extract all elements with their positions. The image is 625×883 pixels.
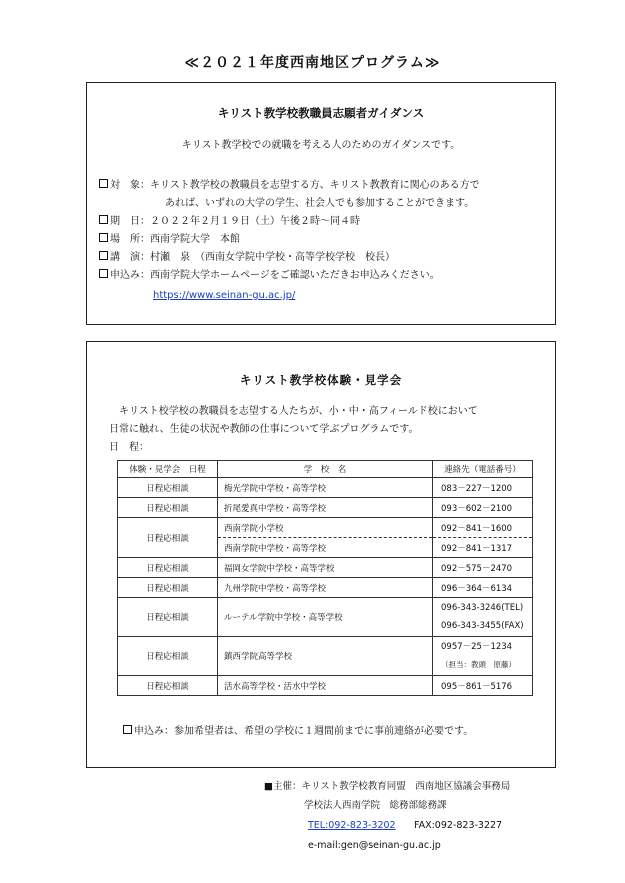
schedule-table [117,460,533,696]
table-row [118,578,533,598]
row-school: 西南学院中学校・高等学校 [218,538,433,558]
row-date: 日程応相談 [118,478,218,498]
schedule-label: 日 程： [109,442,149,453]
row-contact: 092－841－1317 [433,538,533,558]
row-contact [433,637,533,676]
item-label: 期 日： [110,216,150,227]
item-label: 場 所： [110,234,150,245]
row-date: 日程応相談 [118,598,218,637]
row-school: 九州学院中学校・高等学校 [218,578,433,598]
guidance-item-target [99,179,480,193]
contact-person: （担当：教頭 原藤） [441,660,516,669]
row-contact: 092－841－1600 [433,518,533,538]
tel-link[interactable]: TEL:092-823-3202 [308,820,396,831]
row-contact: 083－227－1200 [433,478,533,498]
item-text: ２０２２年２月１９日（土）午後２時～同４時 [150,216,360,227]
row-contact [433,598,533,637]
table-row [118,598,533,637]
header-school: 学 校 名 [218,461,433,478]
contact-tel: 0957－25－1234 [441,642,513,652]
row-date: 日程応相談 [118,518,218,558]
row-school: 折尾愛真中学校・高等学校 [218,498,433,518]
contact-fax: 096-343-3455(FAX) [441,621,524,631]
visit-heading: キリスト教学校体験・見学会 [239,373,403,387]
item-text: 西南学院大学ホームページをご確認いただきお申込みください。 [150,270,440,281]
row-date: 日程応相談 [118,637,218,676]
item-label: 申込み： [110,270,150,281]
item-label: 対 象： [110,180,150,191]
checkbox-icon [99,251,108,260]
guidance-item-place [99,233,240,247]
row-school: ルーテル学院中学校・高等学校 [218,598,433,637]
row-school: 福岡女学院中学校・高等学校 [218,558,433,578]
contact-tel: 096-343-3246(TEL) [441,603,524,613]
university-url-link[interactable]: https://www.seinan-gu.ac.jp/ [153,290,296,301]
row-contact: 095－861－5176 [433,676,533,696]
apply-text: 申込み：参加希望者は、希望の学校に１週間前までに事前連絡が必要です。 [134,726,474,737]
table-row [118,637,533,676]
table-header-row [118,461,533,478]
checkbox-icon [99,269,108,278]
item-text: 村瀬 泉 （西南女学院中学校・高等学校学校 校長） [150,252,395,263]
visit-apply-note [123,725,473,739]
visit-description-line2: 日常に触れ、生徒の状況や教師の仕事について学ぶプログラムです。 [109,424,419,435]
item-text: キリスト教学校の教職員を志望する方、キリスト教教育に関心のある方で [150,180,480,191]
visit-section [86,341,556,768]
fax-number: FAX:092-823-3227 [414,820,503,831]
guidance-item-apply [99,269,440,283]
row-date: 日程応相談 [118,498,218,518]
table-row [118,676,533,696]
visit-description-line1: キリスト校学校の教職員を志望する人たちが、小・中・高フィールド校において [119,406,478,417]
checkbox-icon [123,725,132,734]
guidance-section [86,82,556,325]
organizer: ■主催：キリスト教学校教育同盟 西南地区協議会事務局 [264,781,511,792]
row-school: 西南学院小学校 [218,518,433,538]
row-school: 活水高等学校・活水中学校 [218,676,433,696]
table-row [118,558,533,578]
row-date: 日程応相談 [118,558,218,578]
item-text: 西南学院大学 本館 [150,234,240,245]
guidance-lead: キリスト教学校での就職を考える人のためのガイダンスです。 [181,140,461,151]
guidance-item-date [99,215,360,229]
row-date: 日程応相談 [118,676,218,696]
header-contact: 連絡先（電話番号） [433,461,533,478]
table-row [118,478,533,498]
guidance-heading: キリスト教学校教職員志願者ガイダンス [217,106,425,120]
row-contact: 096－364－6134 [433,578,533,598]
checkbox-icon [99,215,108,224]
email-address[interactable]: e-mail:gen@seinan-gu.ac.jp [308,840,441,851]
checkbox-icon [99,233,108,242]
checkbox-icon [99,179,108,188]
item-label: 講 演： [110,252,150,263]
organizer-office: 学校法人西南学院 総務部総務課 [304,800,447,811]
row-contact: 093－602－2100 [433,498,533,518]
row-contact: 092－575－2470 [433,558,533,578]
table-row [118,518,533,538]
header-date: 体験・見学会 日程 [118,461,218,478]
row-date: 日程応相談 [118,578,218,598]
table-row [118,498,533,518]
row-school: 梅光学院中学校・高等学校 [218,478,433,498]
page-title: ≪２０２１年度西南地区プログラム≫ [184,55,441,71]
guidance-item-lecture [99,251,395,265]
row-school: 鎮西学院高等学校 [218,637,433,676]
item-text-continued: あれば、いずれの大学の学生、社会人でも参加することができます。 [165,198,475,209]
